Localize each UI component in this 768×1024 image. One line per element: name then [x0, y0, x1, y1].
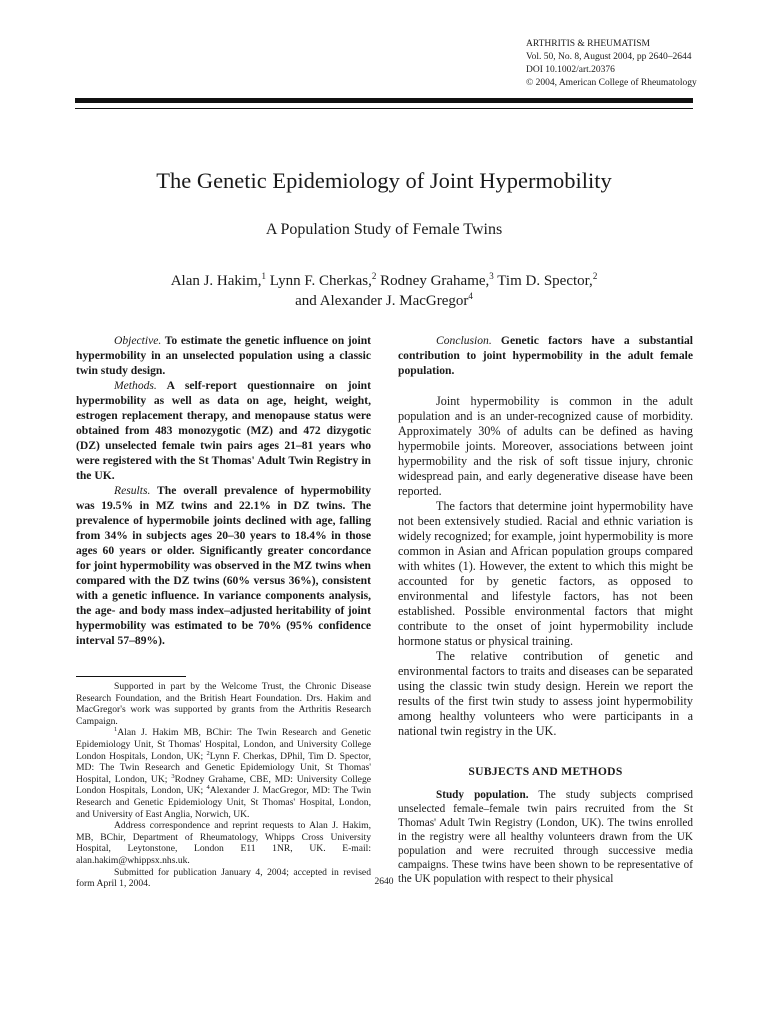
abstract-label: Conclusion. — [436, 334, 492, 347]
footnote-rule — [76, 676, 186, 677]
journal-name: ARTHRITIS & RHEUMATISM — [526, 39, 650, 49]
author-line-1 — [0, 271, 768, 291]
footnote-affiliation: Rodney Grahame, CBE, MD: University College London Hospitals, London, UK; — [76, 773, 371, 797]
abstract-text: Genetic factors have a substantial contribution to joint hypermobility in the adult female population. — [398, 334, 693, 377]
footnote-submitted: Submitted for publication January 4, 2004; accepted in revised form April 1, 2004. — [76, 866, 371, 890]
header-rule-thin — [75, 108, 693, 109]
right-column — [398, 333, 693, 886]
abstract-text: A self-report questionnaire on joint hypermobility as well as data on age, height, weight, estrogen replacement therapy, and menopause status were obtained from 483 monozygotic (MZ) and 472 dizygotic (DZ) unselected female twin pairs ages 21–81 years who were registered with the St Thomas' Adult Twin Registry in the UK. — [76, 379, 371, 482]
section-heading: SUBJECTS AND METHODS — [468, 765, 623, 778]
study-population-paragraph — [398, 788, 693, 886]
author-affiliation-mark: 4 — [468, 291, 473, 301]
author-name: Lynn F. Cherkas, — [269, 273, 372, 289]
abstract-conclusion — [398, 333, 693, 378]
abstract-label: Results. — [114, 484, 151, 497]
footnote-affiliation: Alexander J. MacGregor, MD: The Twin Research and Genetic Epidemiology Unit, St Thomas' Hospital, London, and University of East Anglia, Norwich, UK. — [76, 785, 371, 820]
footnote-affiliation: Alan J. Hakim MB, BChir: The Twin Research and Genetic Epidemiology Unit, St Thomas' Hospital, London, and University College London Hospitals, London, UK; — [76, 727, 371, 762]
author-line-2 — [0, 291, 768, 311]
page-number: 2640 — [374, 877, 394, 887]
author-name: Rodney Grahame, — [380, 273, 490, 289]
author-affiliation-mark: 2 — [592, 271, 598, 281]
journal-doi: DOI 10.1002/art.20376 — [526, 65, 615, 75]
footnote-support: Supported in part by the Welcome Trust, the Chronic Disease Research Foundation, and the British Heart Foundation. Drs. Hakim and MacGregor's work was supported by grants from the Arthritis Research Campaign. — [76, 681, 371, 727]
footnote-affiliation: Lynn F. Cherkas, DPhil, Tim D. Spector, MD: The Twin Research and Genetic Epidemiology Unit, St Thomas' Hospital, London, UK; — [76, 750, 371, 785]
footnote-correspondence: Address correspondence and reprint requests to Alan J. Hakim, MB, BChir, Department of Rheumatology, Whipps Cross University Hospital, Leytonstone, London E11 1NR, UK. E-mail: alan.hakim@whippsx.nhs.uk. — [76, 820, 371, 866]
intro-paragraph-2: The factors that determine joint hypermobility have not been extensively studied. Racial and ethnic variation is widely recognized; for example, joint hypermobility is more common in Asian and African population groups compared with whites (1). However, the extent to which this might be accounted for by genetic factors, as opposed to environmental and lifestyle factors, has not been established. Possible environmental factors that might contribute to the onset of joint hypermobility include hormone status or physical training. — [398, 499, 693, 648]
abstract-label: Methods. — [114, 379, 157, 392]
journal-header — [526, 38, 697, 90]
abstract-objective — [76, 333, 371, 378]
subsection-label: Study population. — [436, 789, 529, 801]
abstract-text: The overall prevalence of hypermobility was 19.5% in MZ twins and 22.1% in DZ twins. The prevalence of hypermobile joints declined with age, falling from 34% in subjects ages 20–30 years to 18.4% in those ages 60 years or older. Significantly greater concordance for joint hypermobility was observed in the MZ twins when compared with the DZ twins (60% versus 36%), consistent with a genetic influence. In variance components analysis, the age- and body mass index–adjusted heritability of joint hypermobility was estimated to be 70% (95% confidence interval 57–89%). — [76, 484, 371, 647]
article-subtitle: A Population Study of Female Twins — [265, 221, 503, 238]
abstract-methods — [76, 378, 371, 483]
article-title: The Genetic Epidemiology of Joint Hypermobility — [156, 168, 612, 193]
author-name: and Alexander J. MacGregor — [295, 293, 469, 309]
intro-paragraph-1: Joint hypermobility is common in the adult population and is an under-recognized cause of morbidity. Approximately 30% of adults can be defined as having hypermobile joints. Moreover, associations between joint hypermobility and the risk of soft tissue injury, chronic widespread pain, and early degenerative disease have been reported. — [398, 394, 693, 498]
journal-volume: Vol. 50, No. 8, August 2004, pp 2640–2644 — [526, 52, 692, 62]
journal-copyright: © 2004, American College of Rheumatology — [526, 78, 697, 88]
author-name: Alan J. Hakim, — [170, 273, 262, 289]
subsection-text: The study subjects comprised unselected female–female twin pairs recruited from the St Thomas' Adult Twin Registry (London, UK). The twins enrolled in the registry were all healthy volunteers drawn from the UK population and were recruited through successive media campaigns. These twins have been shown to be representative of the UK population with respect to their physical — [398, 789, 693, 885]
author-affiliation-mark: 2 — [371, 271, 377, 281]
abstract-label: Objective. — [114, 334, 162, 347]
header-rule-thick — [75, 98, 693, 103]
intro-paragraph-3: The relative contribution of genetic and environmental factors to traits and diseases can be separated using the classic twin study design. Herein we report the results of the first twin study to assess joint hypermobility among healthy volunteers who were participants in a national twin registry in the UK. — [398, 649, 693, 738]
author-affiliation-mark: 1 — [261, 271, 267, 281]
author-affiliation-mark: 3 — [489, 271, 494, 281]
left-column — [76, 333, 371, 648]
abstract-results — [76, 483, 371, 648]
footnote-affiliations: $^1$Alan J. Hakim MB, BChir: The Twin Research and Genetic Epidemiology Unit, St Thomas' Hospital, London, and University College London Hospitals, London, UK; $^2$Lynn F. Cherkas, DPhil, Tim D. Spector, MD: The Twin Research and Genetic Epidemiology Unit, St Thomas' Hospital, London, UK; $^3$Rodney Grahame, CBE, MD: University College London Hospitals, London, UK; $^4$Alexander J. MacGregor, MD: The Twin Research and Genetic Epidemiology Unit, St Thomas' Hospital, London, and University of East Anglia, Norwich, UK. — [76, 726, 371, 820]
author-list — [0, 271, 768, 311]
footnotes — [76, 681, 371, 890]
author-name: Tim D. Spector, — [497, 273, 593, 289]
abstract-text: To estimate the genetic influence on joint hypermobility in an unselected population using a classic twin study design. — [76, 334, 371, 377]
